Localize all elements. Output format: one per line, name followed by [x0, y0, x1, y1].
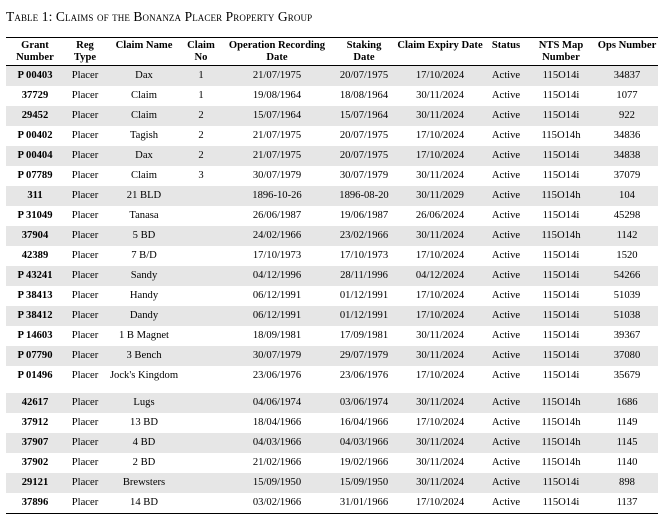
cell-grant: 37912 [21, 417, 49, 428]
cell-grant: P 00404 [17, 150, 53, 161]
cell-grant: 37896 [21, 497, 49, 508]
cell-grant: P 00402 [17, 130, 53, 141]
table-row [6, 306, 658, 326]
cell-stake: 03/06/1974 [339, 397, 389, 408]
cell-name: Tagish [129, 130, 159, 141]
cell-rec: 24/02/1966 [252, 230, 302, 241]
cell-name: Handy [129, 290, 159, 301]
cell-exp: 17/10/2024 [415, 70, 465, 81]
cell-name: 7 B/D [131, 250, 157, 261]
cell-no [182, 473, 220, 493]
cell-rec: 18/04/1966 [252, 417, 302, 428]
cell-name: Dax [135, 70, 153, 81]
table-row [6, 266, 658, 286]
cell-no: 3 [198, 170, 204, 181]
cell-reg: Placer [71, 130, 99, 141]
cell-grant: 42617 [21, 397, 49, 408]
table-row [6, 146, 658, 166]
table-row [6, 126, 658, 146]
cell-nts: 115O14h [541, 417, 581, 428]
cell-reg: Placer [71, 477, 99, 488]
cell-stake: 1896-08-20 [339, 190, 389, 201]
table-row [6, 186, 658, 206]
cell-status: Active [491, 397, 521, 408]
cell-stake: 18/08/1964 [339, 90, 389, 101]
cell-status: Active [491, 417, 521, 428]
table-row [6, 226, 658, 246]
cell-rec: 04/06/1974 [252, 397, 302, 408]
cell-no: 2 [198, 150, 204, 161]
cell-status: Active [491, 150, 521, 161]
cell-stake: 20/07/1975 [339, 130, 389, 141]
cell-exp: 17/10/2024 [415, 417, 465, 428]
cell-ops: 54266 [613, 270, 641, 281]
cell-ops: 1686 [616, 397, 638, 408]
cell-stake: 04/03/1966 [339, 437, 389, 448]
cell-grant: 42389 [21, 250, 49, 261]
cell-reg: Placer [71, 250, 99, 261]
cell-no [182, 246, 220, 266]
cell-stake: 16/04/1966 [339, 417, 389, 428]
cell-ops: 35679 [613, 370, 641, 381]
cell-reg: Placer [71, 437, 99, 448]
cell-rec: 21/07/1975 [252, 150, 302, 161]
cell-nts: 115O14i [542, 90, 580, 101]
cell-nts: 115O14i [542, 70, 580, 81]
cell-ops: 45298 [613, 210, 641, 221]
cell-name: 1 B Magnet [118, 330, 170, 341]
cell-rec: 18/09/1981 [252, 330, 302, 341]
cell-ops: 39367 [613, 330, 641, 341]
cell-status: Active [491, 310, 521, 321]
cell-name: Tanasa [129, 210, 159, 221]
cell-grant: P 43241 [17, 270, 53, 281]
cell-no [182, 226, 220, 246]
cell-ops: 1137 [616, 497, 638, 508]
header-status: Status [491, 40, 521, 51]
cell-no [182, 326, 220, 346]
header-reg-type: Reg Type [73, 40, 97, 63]
cell-stake: 17/09/1981 [339, 330, 389, 341]
cell-status: Active [491, 330, 521, 341]
cell-nts: 115O14i [542, 150, 580, 161]
cell-name: Lugs [133, 397, 155, 408]
cell-status: Active [491, 350, 521, 361]
cell-status: Active [491, 210, 521, 221]
cell-nts: 115O14i [542, 330, 580, 341]
cell-exp: 17/10/2024 [415, 130, 465, 141]
table-row [6, 206, 658, 226]
cell-grant: 29121 [21, 477, 49, 488]
cell-rec: 21/02/1966 [252, 457, 302, 468]
cell-status: Active [491, 290, 521, 301]
cell-status: Active [491, 270, 521, 281]
cell-rec: 04/12/1996 [252, 270, 302, 281]
cell-reg: Placer [71, 210, 99, 221]
cell-ops: 1142 [616, 230, 638, 241]
header-ops-number: Ops Number [597, 40, 657, 51]
cell-stake: 15/09/1950 [339, 477, 389, 488]
cell-nts: 115O14h [541, 397, 581, 408]
cell-name: 2 BD [132, 457, 156, 468]
cell-rec: 19/08/1964 [252, 90, 302, 101]
cell-stake: 23/02/1966 [339, 230, 389, 241]
cell-rec: 15/07/1964 [252, 110, 302, 121]
cell-name: Jock's Kingdom [109, 370, 179, 381]
table-row [6, 393, 658, 413]
cell-no [182, 413, 220, 433]
cell-stake: 23/06/1976 [339, 370, 389, 381]
cell-reg: Placer [71, 350, 99, 361]
cell-rec: 21/07/1975 [252, 70, 302, 81]
cell-name: Dandy [129, 310, 159, 321]
cell-nts: 115O14h [541, 190, 581, 201]
cell-status: Active [491, 497, 521, 508]
cell-no [182, 186, 220, 206]
cell-ops: 51038 [613, 310, 641, 321]
table-row [6, 346, 658, 366]
cell-no [182, 346, 220, 366]
cell-stake: 19/06/1987 [339, 210, 389, 221]
cell-grant: P 38412 [17, 310, 53, 321]
cell-stake: 28/11/1996 [340, 270, 388, 281]
cell-reg: Placer [71, 310, 99, 321]
cell-nts: 115O14i [542, 477, 580, 488]
cell-exp: 17/10/2024 [415, 150, 465, 161]
cell-reg: Placer [71, 397, 99, 408]
cell-reg: Placer [71, 497, 99, 508]
cell-nts: 115O14i [542, 170, 580, 181]
cell-status: Active [491, 457, 521, 468]
cell-ops: 1077 [616, 90, 638, 101]
cell-exp: 17/10/2024 [415, 497, 465, 508]
cell-nts: 115O14i [542, 110, 580, 121]
cell-no [182, 266, 220, 286]
cell-exp: 17/10/2024 [415, 290, 465, 301]
cell-nts: 115O14i [542, 270, 580, 281]
cell-rec: 30/07/1979 [252, 170, 302, 181]
cell-ops: 34836 [613, 130, 641, 141]
cell-rec: 06/12/1991 [252, 310, 302, 321]
cell-name: 21 BLD [126, 190, 162, 201]
table-row [6, 86, 658, 106]
cell-stake: 19/02/1966 [339, 457, 389, 468]
cell-no: 1 [198, 70, 204, 81]
cell-nts: 115O14i [542, 350, 580, 361]
cell-reg: Placer [71, 417, 99, 428]
cell-no [182, 493, 220, 514]
cell-reg: Placer [71, 150, 99, 161]
cell-rec: 15/09/1950 [252, 477, 302, 488]
cell-rec: 06/12/1991 [252, 290, 302, 301]
cell-exp: 17/10/2024 [415, 250, 465, 261]
cell-exp: 04/12/2024 [415, 270, 465, 281]
cell-status: Active [491, 110, 521, 121]
cell-no [182, 433, 220, 453]
cell-no [182, 206, 220, 226]
cell-ops: 922 [619, 110, 635, 121]
cell-stake: 17/10/1973 [339, 250, 389, 261]
cell-ops: 37079 [613, 170, 641, 181]
cell-ops: 1520 [616, 250, 638, 261]
cell-name: 4 BD [132, 437, 156, 448]
table-body [6, 66, 658, 514]
cell-no [182, 366, 220, 393]
cell-reg: Placer [71, 230, 99, 241]
cell-nts: 115O14i [542, 250, 580, 261]
cell-ops: 1145 [616, 437, 638, 448]
cell-status: Active [491, 190, 521, 201]
cell-rec: 1896-10-26 [252, 190, 302, 201]
cell-rec: 04/03/1966 [252, 437, 302, 448]
cell-name: 3 Bench [126, 350, 162, 361]
table-row [6, 366, 658, 393]
cell-rec: 17/10/1973 [252, 250, 302, 261]
cell-rec: 30/07/1979 [252, 350, 302, 361]
cell-stake: 30/07/1979 [339, 170, 389, 181]
cell-grant: P 00403 [17, 70, 53, 81]
table-header [6, 38, 658, 66]
cell-reg: Placer [71, 290, 99, 301]
cell-no [182, 286, 220, 306]
cell-ops: 34837 [613, 70, 641, 81]
cell-status: Active [491, 477, 521, 488]
cell-stake: 20/07/1975 [339, 70, 389, 81]
cell-name: Sandy [130, 270, 158, 281]
cell-reg: Placer [71, 70, 99, 81]
cell-nts: 115O14i [542, 370, 580, 381]
header-operation-recording-date: Operation Recording Date [228, 40, 326, 63]
cell-no [182, 393, 220, 413]
cell-exp: 30/11/2024 [416, 457, 464, 468]
cell-no [182, 306, 220, 326]
cell-grant: P 07789 [17, 170, 53, 181]
cell-name: Claim [131, 170, 157, 181]
cell-exp: 30/11/2024 [416, 437, 464, 448]
claims-table [6, 37, 658, 514]
cell-exp: 17/10/2024 [415, 310, 465, 321]
cell-stake: 01/12/1991 [339, 290, 389, 301]
cell-status: Active [491, 90, 521, 101]
cell-exp: 30/11/2024 [416, 110, 464, 121]
cell-exp: 30/11/2024 [416, 330, 464, 341]
cell-grant: 37907 [21, 437, 49, 448]
cell-nts: 115O14i [542, 310, 580, 321]
cell-ops: 1140 [616, 457, 638, 468]
cell-name: 13 BD [130, 417, 158, 428]
cell-grant: 311 [27, 190, 43, 201]
cell-name: Claim [131, 90, 157, 101]
cell-reg: Placer [71, 190, 99, 201]
cell-status: Active [491, 370, 521, 381]
table-row [6, 413, 658, 433]
cell-exp: 17/10/2024 [415, 370, 465, 381]
cell-exp: 26/06/2024 [415, 210, 465, 221]
cell-name: Claim [131, 110, 157, 121]
cell-no: 2 [198, 130, 204, 141]
table-row [6, 453, 658, 473]
header-staking-date: Staking Date [346, 40, 382, 63]
cell-exp: 30/11/2029 [416, 190, 464, 201]
cell-name: 5 BD [132, 230, 156, 241]
table-row [6, 286, 658, 306]
cell-exp: 30/11/2024 [416, 397, 464, 408]
cell-grant: P 01496 [17, 370, 53, 381]
cell-ops: 898 [619, 477, 635, 488]
cell-stake: 31/01/1966 [339, 497, 389, 508]
cell-grant: P 07790 [17, 350, 53, 361]
cell-reg: Placer [71, 370, 99, 381]
cell-grant: 29452 [21, 110, 49, 121]
cell-exp: 30/11/2024 [416, 230, 464, 241]
cell-status: Active [491, 70, 521, 81]
cell-ops: 51039 [613, 290, 641, 301]
header-nts-map-number: NTS Map Number [538, 40, 584, 63]
cell-no [182, 453, 220, 473]
cell-grant: P 31049 [17, 210, 53, 221]
cell-reg: Placer [71, 270, 99, 281]
table-row [6, 106, 658, 126]
table-row [6, 66, 658, 87]
cell-status: Active [491, 170, 521, 181]
cell-reg: Placer [71, 90, 99, 101]
cell-stake: 01/12/1991 [339, 310, 389, 321]
cell-grant: P 14603 [17, 330, 53, 341]
cell-status: Active [491, 130, 521, 141]
cell-reg: Placer [71, 110, 99, 121]
header-row [6, 38, 658, 66]
cell-stake: 15/07/1964 [339, 110, 389, 121]
cell-nts: 115O14i [542, 497, 580, 508]
cell-ops: 104 [619, 190, 635, 201]
cell-nts: 115O14h [541, 437, 581, 448]
cell-stake: 20/07/1975 [339, 150, 389, 161]
cell-grant: 37729 [21, 90, 49, 101]
cell-grant: 37902 [21, 457, 49, 468]
cell-nts: 115O14h [541, 230, 581, 241]
cell-rec: 03/02/1966 [252, 497, 302, 508]
cell-name: 14 BD [130, 497, 158, 508]
cell-status: Active [491, 437, 521, 448]
cell-nts: 115O14i [542, 290, 580, 301]
cell-stake: 29/07/1979 [339, 350, 389, 361]
cell-grant: P 38413 [17, 290, 53, 301]
cell-ops: 1149 [616, 417, 638, 428]
table-row [6, 473, 658, 493]
header-claim-name: Claim Name [115, 40, 173, 51]
cell-status: Active [491, 230, 521, 241]
cell-name: Dax [135, 150, 153, 161]
table-row [6, 326, 658, 346]
cell-exp: 30/11/2024 [416, 90, 464, 101]
header-grant-number: Grant Number [16, 40, 54, 63]
cell-rec: 21/07/1975 [252, 130, 302, 141]
cell-rec: 26/06/1987 [252, 210, 302, 221]
cell-no: 1 [198, 90, 204, 101]
cell-rec: 23/06/1976 [252, 370, 302, 381]
cell-grant: 37904 [21, 230, 49, 241]
table-row [6, 493, 658, 514]
cell-ops: 37080 [613, 350, 641, 361]
cell-name: Brewsters [122, 477, 166, 488]
cell-no: 2 [198, 110, 204, 121]
table-caption: Table 1: Claims of the Bonanza Placer Property Group [6, 9, 313, 24]
table-row [6, 166, 658, 186]
cell-nts: 115O14i [542, 210, 580, 221]
cell-reg: Placer [71, 170, 99, 181]
cell-reg: Placer [71, 457, 99, 468]
cell-exp: 30/11/2024 [416, 477, 464, 488]
cell-ops: 34838 [613, 150, 641, 161]
cell-reg: Placer [71, 330, 99, 341]
cell-nts: 115O14h [541, 457, 581, 468]
cell-exp: 30/11/2024 [416, 170, 464, 181]
header-claim-no: Claim No [187, 40, 215, 63]
cell-nts: 115O14h [541, 130, 581, 141]
table-row [6, 433, 658, 453]
header-claim-expiry-date: Claim Expiry Date [397, 40, 483, 51]
table-row [6, 246, 658, 266]
cell-status: Active [491, 250, 521, 261]
cell-exp: 30/11/2024 [416, 350, 464, 361]
